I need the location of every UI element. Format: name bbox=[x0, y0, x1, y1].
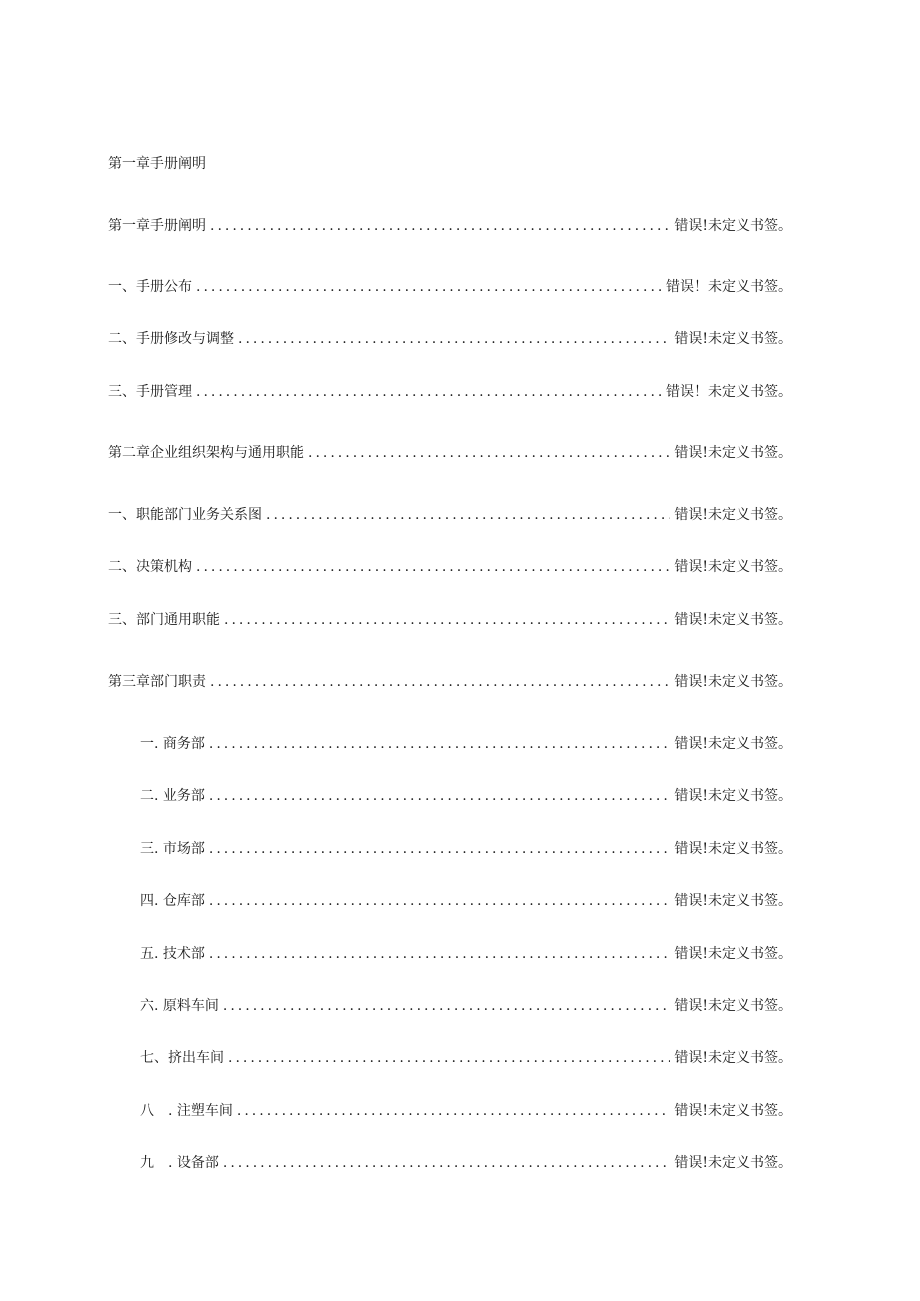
toc-dot-leader bbox=[223, 997, 670, 1015]
toc-entry-ref: 错误!未定义书签。 bbox=[674, 1155, 792, 1171]
toc-entry-ref: 错误!未定义书签。 bbox=[674, 559, 792, 575]
toc-entry-label: 三、手册管理 bbox=[108, 384, 192, 400]
toc-entry-ref: 错误!未定义书签。 bbox=[674, 841, 792, 857]
toc-entry[interactable] bbox=[140, 840, 792, 858]
toc-entry-ref: 错误!未定义书签。 bbox=[674, 998, 792, 1014]
toc-dot-leader bbox=[209, 945, 670, 963]
toc-entry-label: 六. 原料车间 bbox=[140, 998, 219, 1014]
toc-dot-leader bbox=[266, 506, 670, 524]
toc-entry-label: 一. 商务部 bbox=[140, 736, 205, 752]
toc-dot-leader bbox=[237, 1102, 670, 1120]
toc-entry-label: 三. 市场部 bbox=[140, 841, 205, 857]
toc-entry[interactable] bbox=[140, 1154, 792, 1172]
toc-entry[interactable] bbox=[108, 330, 792, 348]
toc-entry-ref: 错误!未定义书签。 bbox=[674, 946, 792, 962]
toc-entry-label: 第三章部门职责 bbox=[108, 674, 206, 690]
toc-dot-leader bbox=[210, 673, 670, 691]
toc-entry-label: 一、手册公布 bbox=[108, 279, 192, 295]
toc-dot-leader bbox=[308, 444, 670, 462]
toc-entry[interactable] bbox=[108, 278, 792, 296]
toc-dot-leader bbox=[196, 383, 662, 401]
toc-entry-label: 第一章手册阐明 bbox=[108, 218, 206, 234]
toc-entry-ref: 错误!未定义书签。 bbox=[674, 612, 792, 628]
toc-dot-leader bbox=[209, 735, 670, 753]
toc-entry[interactable] bbox=[108, 611, 792, 629]
toc-entry-ref: 错误!未定义书签。 bbox=[674, 893, 792, 909]
toc-entry[interactable] bbox=[140, 787, 792, 805]
toc-dot-leader bbox=[209, 892, 670, 910]
toc-entry-ref: 错误!未定义书签。 bbox=[674, 507, 792, 523]
toc-dot-leader bbox=[196, 558, 670, 576]
toc-entry-label: 四. 仓库部 bbox=[140, 893, 205, 909]
toc-entry-label: 第二章企业组织架构与通用职能 bbox=[108, 445, 304, 461]
toc-dot-leader bbox=[209, 787, 670, 805]
toc-entry-ref: 错误!未定义书签。 bbox=[674, 674, 792, 690]
toc-entry-ref: 错误！未定义书签。 bbox=[666, 384, 792, 400]
toc-entry-label: 七、挤出车间 bbox=[140, 1050, 224, 1066]
toc-entry[interactable] bbox=[108, 217, 792, 235]
toc-entry-label: 一、职能部门业务关系图 bbox=[108, 507, 262, 523]
toc-entry[interactable] bbox=[108, 558, 792, 576]
toc-entry-label: 二、手册修改与调整 bbox=[108, 331, 234, 347]
toc-entry-label: 三、部门通用职能 bbox=[108, 612, 220, 628]
toc-entry-label: 九 . 设备部 bbox=[140, 1155, 219, 1171]
toc-entry-ref: 错误!未定义书签。 bbox=[674, 1050, 792, 1066]
toc-dot-leader bbox=[224, 611, 670, 629]
toc-entry[interactable] bbox=[108, 383, 792, 401]
toc-dot-leader bbox=[210, 217, 670, 235]
toc-entry[interactable] bbox=[108, 673, 792, 691]
toc-dot-leader bbox=[223, 1154, 670, 1172]
toc-entry[interactable] bbox=[140, 1102, 792, 1120]
toc-entry-ref: 错误！未定义书签。 bbox=[666, 279, 792, 295]
toc-entry-label: 二. 业务部 bbox=[140, 788, 205, 804]
document-heading: 第一章手册阐明 bbox=[108, 156, 206, 172]
toc-entry[interactable] bbox=[140, 892, 792, 910]
toc-entry-ref: 错误!未定义书签。 bbox=[674, 736, 792, 752]
toc-entry-ref: 错误!未定义书签。 bbox=[674, 445, 792, 461]
toc-entry-label: 五. 技术部 bbox=[140, 946, 205, 962]
toc-entry-label: 八 . 注塑车间 bbox=[140, 1103, 233, 1119]
toc-entry-ref: 错误!未定义书签。 bbox=[674, 331, 792, 347]
toc-dot-leader bbox=[209, 840, 670, 858]
toc-entry[interactable] bbox=[108, 506, 792, 524]
toc-dot-leader bbox=[196, 278, 662, 296]
toc-entry[interactable] bbox=[140, 1049, 792, 1067]
toc-entry[interactable] bbox=[140, 735, 792, 753]
toc-entry-label: 二、决策机构 bbox=[108, 559, 192, 575]
toc-entry[interactable] bbox=[140, 997, 792, 1015]
toc-dot-leader bbox=[228, 1049, 670, 1067]
toc-entry[interactable] bbox=[140, 945, 792, 963]
toc-dot-leader bbox=[238, 330, 670, 348]
toc-entry[interactable] bbox=[108, 444, 792, 462]
toc-entry-ref: 错误!未定义书签。 bbox=[674, 218, 792, 234]
toc-entry-ref: 错误!未定义书签。 bbox=[674, 788, 792, 804]
toc-entry-ref: 错误!未定义书签。 bbox=[674, 1103, 792, 1119]
